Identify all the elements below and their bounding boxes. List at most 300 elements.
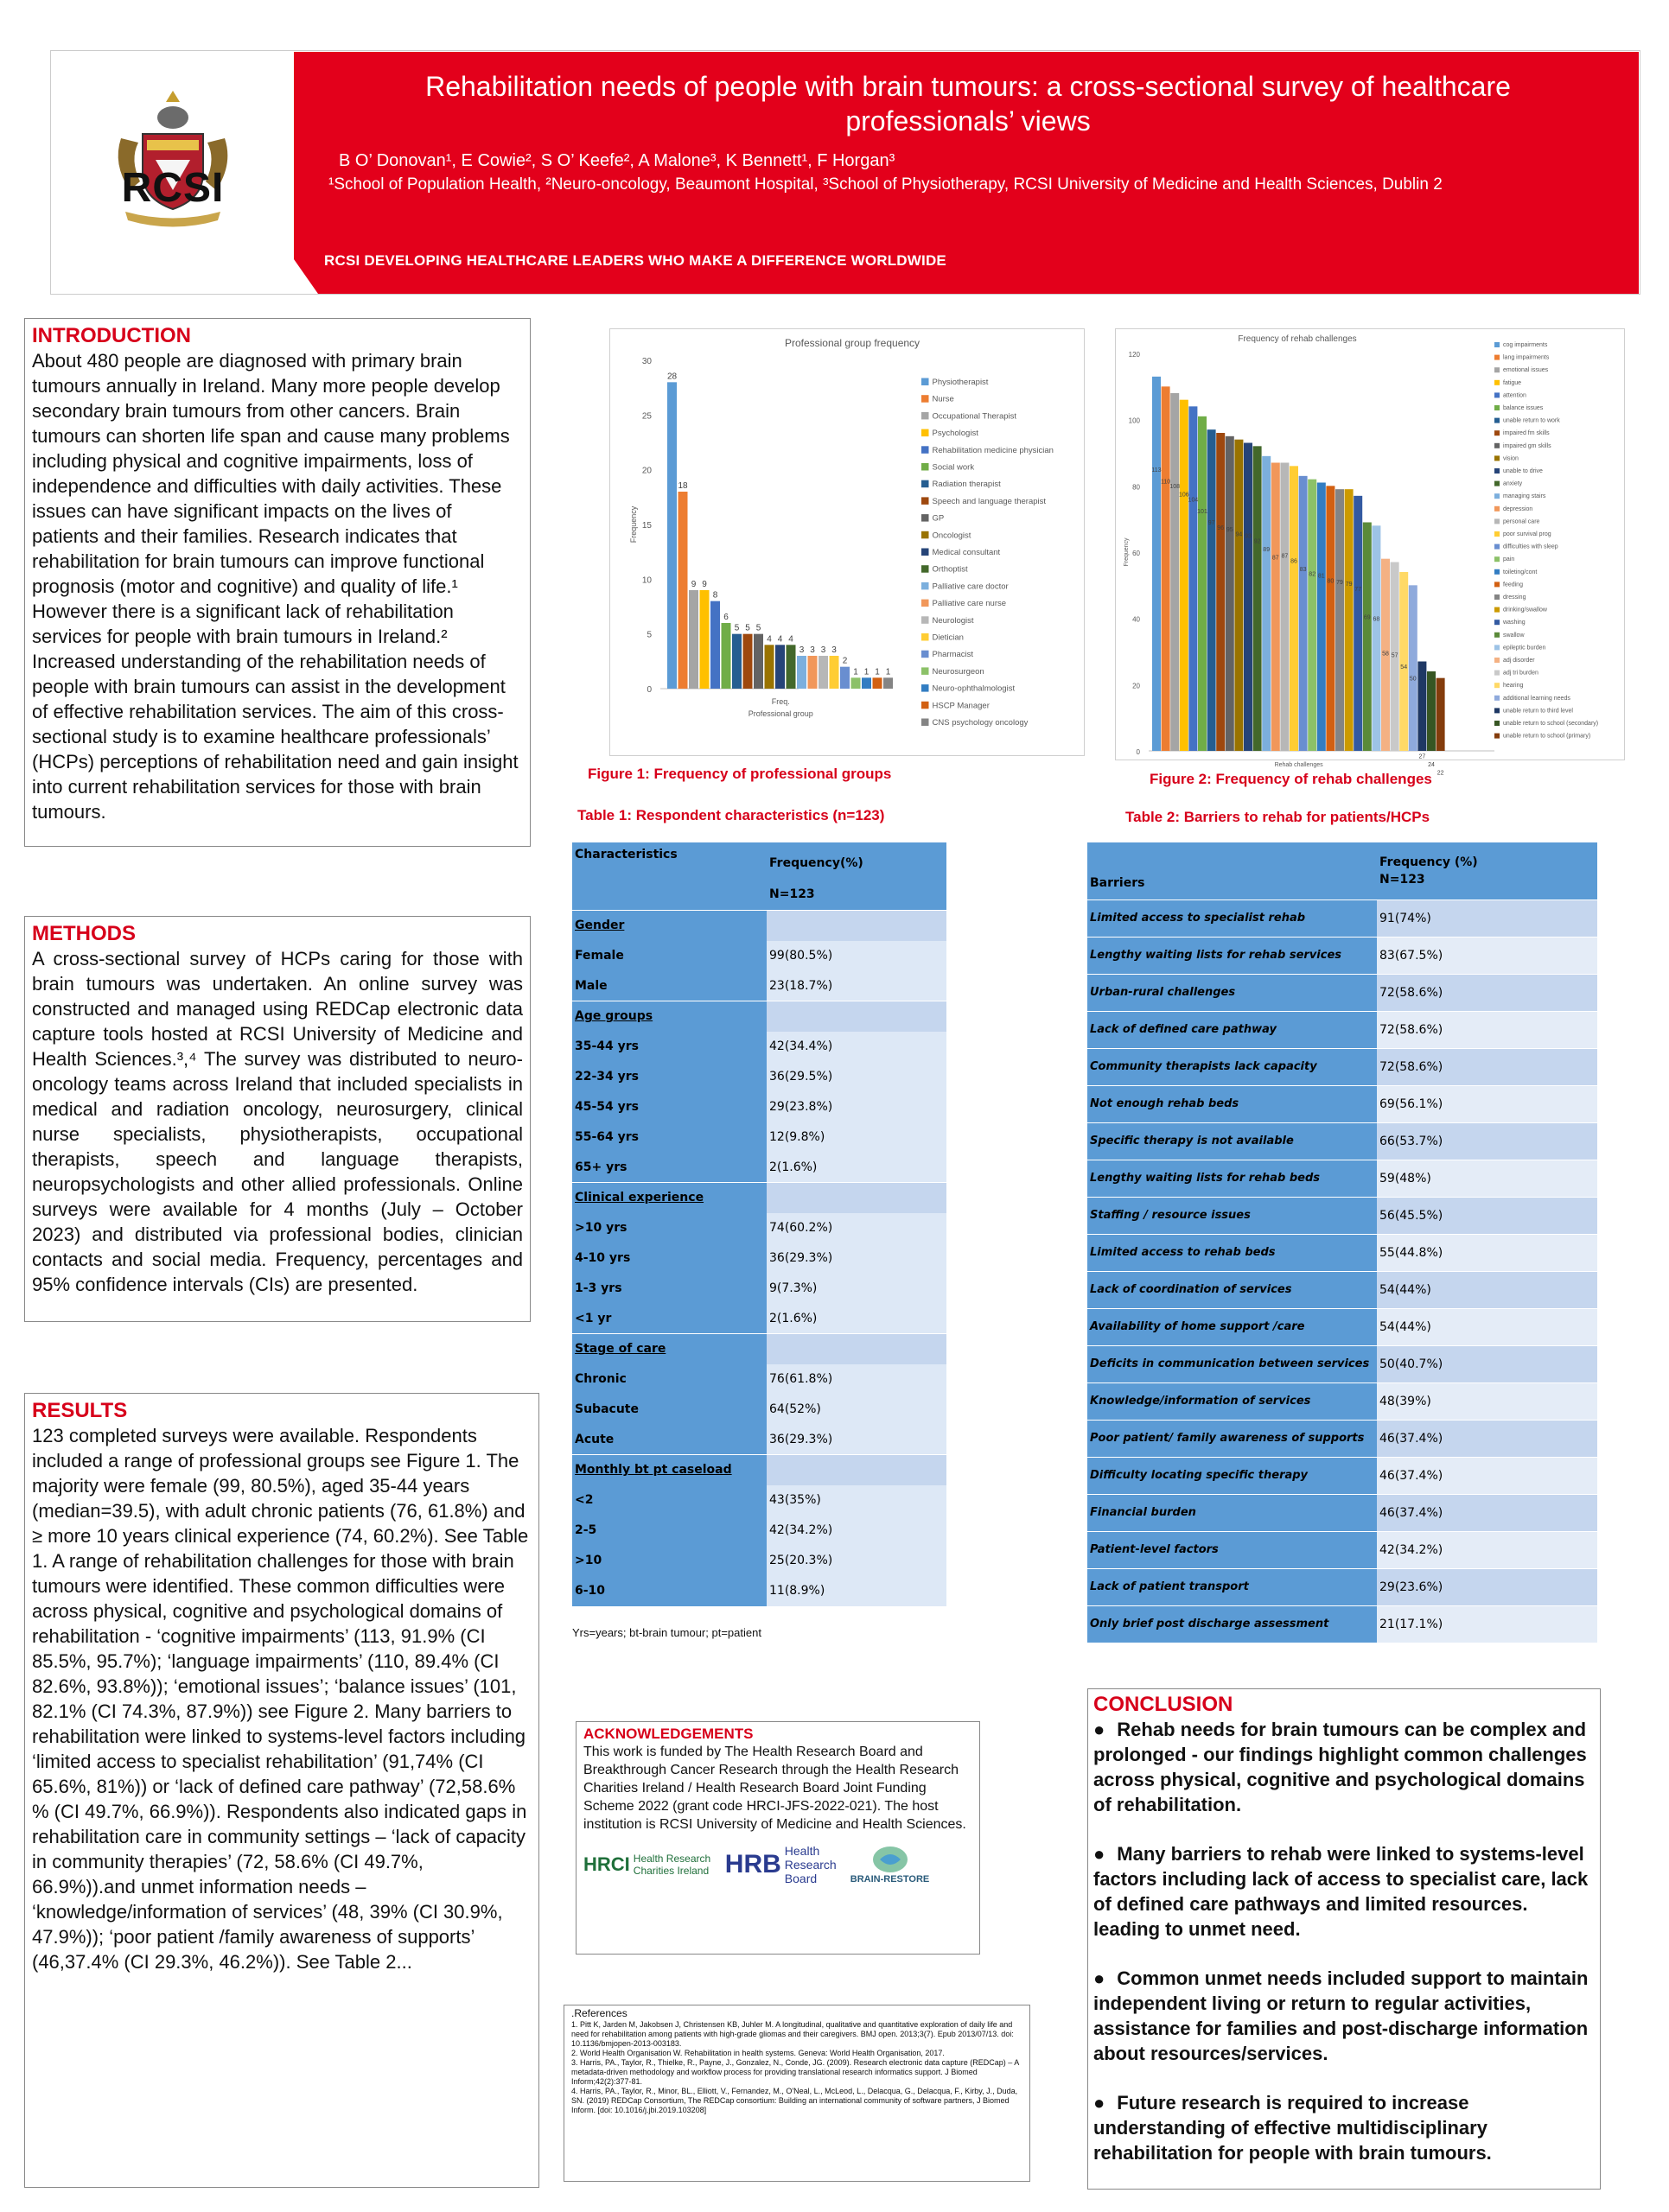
table2-label-cell: Limited access to specialist rehab (1087, 899, 1377, 937)
bar (862, 677, 871, 689)
table1-value-cell: 23(18.7%) (767, 971, 946, 1001)
bar (851, 677, 861, 689)
figure2-caption: Figure 2: Frequency of rehab challenges (1150, 771, 1432, 787)
bar (1335, 489, 1344, 751)
legend-swatch (921, 378, 929, 386)
table1-row (572, 1213, 946, 1243)
legend-swatch (1494, 544, 1500, 550)
data-label: 113 (1151, 467, 1162, 474)
table2-value-cell: 91(74%) (1377, 899, 1597, 937)
legend-swatch (1494, 518, 1500, 524)
y-tick-label: 40 (1132, 615, 1140, 624)
legend-entry: pain (1503, 556, 1515, 563)
bar (1417, 662, 1426, 752)
bar (787, 645, 796, 689)
legend-entry: poor survival prog (1503, 531, 1551, 537)
legend-entry: toileting/cont (1503, 569, 1538, 575)
table1-label-cell: Acute (572, 1425, 767, 1455)
data-label: 2 (842, 656, 848, 666)
table2-header-row (1087, 842, 1597, 899)
hrb-logo (725, 1844, 837, 1885)
legend-entry: difficulties with sleep (1503, 543, 1558, 550)
legend-swatch (1494, 708, 1500, 713)
methods-section (24, 916, 531, 1322)
legend-entry: Orthoptist (932, 564, 968, 575)
data-label: 87 (1281, 553, 1289, 560)
bar (1198, 416, 1207, 751)
legend-entry: impaired fm skills (1503, 430, 1550, 437)
bar (710, 601, 720, 689)
data-label: 4 (767, 634, 772, 645)
legend-entry: GP (932, 513, 945, 524)
table2-row (1087, 1308, 1597, 1345)
data-label: 81 (1317, 573, 1325, 580)
legend-swatch (1494, 531, 1500, 537)
bar (1207, 429, 1216, 751)
references-section (564, 2005, 1030, 2182)
bar (754, 634, 763, 689)
table2-value-cell: 54(44%) (1377, 1308, 1597, 1345)
table2-row (1087, 1197, 1597, 1234)
table1-footnote: Yrs=years; bt-brain tumour; pt=patient (572, 1626, 761, 1639)
bullet-icon: ● (1093, 2092, 1105, 2113)
methods-text: A cross-sectional survey of HCPs caring for those with brain tumours was undertaken. An online survey was constructed and managed using REDCap electronic data capture tools hosted at RCSI University of Medicine and Health Sciences.³,⁴ The survey was distributed to neuro-oncology teams across Ireland that included specialists in medical and radiation oncology, neurosurgery, clinical nurse specialists, physiotherapists, occupational therapists, speech and language therapists, neuropsychologists and other allied professionals. Online surveys were available for 4 months (July – October 2023) and distributed via professional bodies, clinician contacts and social media. Frequency, percentages and 95% confidence intervals (CIs) are presented. (32, 948, 523, 1295)
data-label: 79 (1345, 582, 1353, 588)
data-label: 54 (1400, 664, 1408, 671)
table1-label-cell: <2 (572, 1485, 767, 1516)
data-label: 9 (691, 580, 697, 589)
table2-col2-header (1377, 842, 1597, 899)
table1-label-cell: <1 yr (572, 1304, 767, 1334)
legend-swatch (1494, 683, 1500, 688)
brain-restore-logo (850, 1845, 929, 1885)
hrb-logo-text: Health Research Board (784, 1844, 837, 1885)
data-label: 106 (1178, 492, 1189, 499)
legend-entry: depression (1503, 505, 1533, 512)
table2-label-cell: Limited access to rehab beds (1087, 1234, 1377, 1271)
legend-entry: Medical consultant (932, 548, 1001, 557)
data-label: 5 (734, 623, 740, 633)
table1-row (572, 1062, 946, 1092)
data-label: 97 (1207, 520, 1215, 527)
data-label: 79 (1336, 580, 1343, 587)
x-axis-sublabel: Professional group (748, 709, 813, 718)
table1-value-cell: 36(29.3%) (767, 1425, 946, 1455)
legend-swatch (1494, 696, 1500, 701)
legend-entry: swallow (1503, 632, 1525, 639)
table2-value-cell: 83(67.5%) (1377, 937, 1597, 974)
data-label: 95 (1226, 526, 1233, 533)
legend-entry: attention (1503, 392, 1526, 399)
legend-entry: Palliative care doctor (932, 582, 1009, 592)
table2-value-cell: 46(37.4%) (1377, 1457, 1597, 1494)
table1-label-cell: 22-34 yrs (572, 1062, 767, 1092)
acknowledgements-heading: ACKNOWLEDGEMENTS (583, 1726, 754, 1742)
legend-entry: Rehabilitation medicine physician (932, 445, 1054, 455)
bullet-icon: ● (1093, 1967, 1105, 1989)
legend-swatch (1494, 594, 1500, 600)
table1-label-cell: 55-64 yrs (572, 1122, 767, 1153)
legend-entry: anxiety (1503, 480, 1523, 487)
table2-label-cell: Lack of patient transport (1087, 1568, 1377, 1605)
table2-label-cell: Community therapists lack capacity (1087, 1048, 1377, 1085)
table2-value-cell: 48(39%) (1377, 1382, 1597, 1420)
legend-entry: Neurologist (932, 615, 974, 626)
table2-value-cell: 72(58.6%) (1377, 1048, 1597, 1085)
legend-swatch (921, 719, 929, 727)
table1-label-cell: Female (572, 941, 767, 971)
table1-row (572, 1546, 946, 1576)
table1-label-cell: Stage of care (572, 1334, 767, 1364)
legend-swatch (921, 549, 929, 556)
conclusion-bullet-text: Future research is required to increase understanding of effective multidisciplinary rehabilitation for people with brain tumours. (1093, 2092, 1492, 2164)
legend-entry: Dietician (932, 632, 964, 643)
legend-entry: adj tri burden (1503, 670, 1538, 677)
legend-entry: fatigue (1503, 379, 1522, 386)
legend-swatch (1494, 569, 1500, 575)
table1-value-cell (767, 1001, 946, 1032)
data-label: 1 (863, 667, 870, 677)
y-axis-label: Frequency (1124, 537, 1130, 567)
data-label: 101 (1197, 508, 1207, 515)
author-list: B O’ Donovan¹, E Cowie², S O’ Keefe², A Malone³, K Bennett¹, F Horgan³ (339, 151, 895, 170)
references-heading: .References (571, 2007, 627, 2019)
table1-row (572, 971, 946, 1001)
chart-title: Professional group frequency (784, 337, 920, 349)
bar (883, 677, 893, 689)
table2-label-cell: Patient-level factors (1087, 1531, 1377, 1568)
bar (1234, 440, 1243, 751)
y-tick-label: 20 (641, 466, 652, 476)
data-label: 93 (1245, 533, 1252, 540)
table1-value-cell: 2(1.6%) (767, 1153, 946, 1183)
acknowledgements-text: This work is funded by The Health Research Board and Breakthrough Cancer Research through the Health Research Charities Ireland / Health Research Board Joint Funding Scheme 2022 (grant code HRCI-JFS-2022-021). The host institution is RCSI University of Medicine and Health Sciences. (583, 1745, 966, 1832)
table1-row (572, 1304, 946, 1334)
bar (743, 634, 753, 689)
bar (840, 667, 850, 689)
references-list (571, 2020, 1022, 2115)
table2-label-cell: Availability of home support /care (1087, 1308, 1377, 1345)
data-label: 3 (820, 645, 826, 655)
authors-block (328, 149, 1625, 197)
data-label: 86 (1290, 558, 1297, 565)
table2-row (1087, 1568, 1597, 1605)
table2-label-cell: Lack of defined care pathway (1087, 1011, 1377, 1048)
bar (819, 656, 828, 689)
legend-entry: adj disorder (1503, 658, 1535, 664)
bar (732, 634, 742, 689)
legend-entry: Psychologist (932, 429, 978, 439)
data-label: 89 (1263, 546, 1271, 553)
data-label: 4 (777, 634, 783, 645)
data-label: 1 (875, 667, 880, 677)
y-tick-label: 15 (641, 521, 652, 531)
legend-entry: unable return to work (1503, 417, 1560, 424)
table1-row (572, 1092, 946, 1122)
table2-row (1087, 1234, 1597, 1271)
legend-swatch (921, 651, 929, 658)
bar (775, 645, 785, 689)
conclusion-bullet-text: Many barriers to rehab were linked to systems-level factors including lack of access to specialist care, lack of defined care pathways and limited resources. leading to unmet need. (1093, 1843, 1589, 1940)
table2-value-cell: 29(23.6%) (1377, 1568, 1597, 1605)
bar (1253, 446, 1262, 751)
table1-row (572, 1425, 946, 1455)
table1-row (572, 1395, 946, 1425)
results-heading: RESULTS (32, 1399, 128, 1422)
table2-row (1087, 899, 1597, 937)
data-label: 6 (723, 613, 729, 622)
table1-value-cell: 64(52%) (767, 1395, 946, 1425)
legend-swatch (1494, 506, 1500, 512)
data-label: 108 (1169, 484, 1181, 490)
legend-swatch (1494, 418, 1500, 423)
legend-swatch (921, 412, 929, 420)
data-label: 3 (810, 645, 815, 655)
professional-group-chart (610, 329, 1086, 757)
y-tick-label: 5 (647, 630, 652, 640)
hrb-logo-mark: HRB (724, 1850, 781, 1878)
table2-label-cell: Knowledge/information of services (1087, 1382, 1377, 1420)
legend-swatch (1494, 721, 1500, 726)
table2-value-cell: 56(45.5%) (1377, 1197, 1597, 1234)
table1-label-cell: Male (572, 971, 767, 1001)
table1-row (572, 1576, 946, 1606)
table1-label-cell: Subacute (572, 1395, 767, 1425)
data-label: 18 (678, 481, 688, 491)
legend-entry: Nurse (932, 394, 954, 404)
figure2-chart (1115, 328, 1625, 777)
table1-value-cell: 36(29.5%) (767, 1062, 946, 1092)
table2-value-cell: 54(44%) (1377, 1271, 1597, 1308)
funder-logos (583, 1844, 972, 1885)
table1-label-cell: 35-44 yrs (572, 1032, 767, 1062)
introduction-heading: INTRODUCTION (32, 324, 191, 347)
rcsi-logo-text: RCSI (121, 165, 225, 211)
data-label: 9 (702, 580, 707, 589)
table1-value-cell (767, 1183, 946, 1213)
table2-value-cell: 72(58.6%) (1377, 974, 1597, 1011)
bar (1409, 585, 1417, 751)
legend-swatch (1494, 455, 1500, 461)
chart-title: Frequency of rehab challenges (1238, 334, 1357, 344)
table2-label-cell: Lengthy waiting lists for rehab beds (1087, 1160, 1377, 1197)
data-label: 50 (1409, 676, 1417, 683)
acknowledgements-section (576, 1721, 980, 1955)
conclusion-heading: CONCLUSION (1093, 1693, 1233, 1716)
legend-swatch (921, 480, 929, 488)
bar (1399, 572, 1408, 751)
introduction-section (24, 318, 531, 847)
legend-swatch (1494, 481, 1500, 486)
table2-col2-title: Frequency (%) (1379, 855, 1478, 869)
conclusion-bullet (1093, 1966, 1595, 2066)
bar (1299, 476, 1308, 751)
table2 (1087, 842, 1597, 1643)
legend-swatch (921, 497, 929, 505)
table1-row (572, 1032, 946, 1062)
legend-entry: unable return to third level (1503, 708, 1573, 715)
table1-value-cell: 42(34.2%) (767, 1516, 946, 1546)
y-tick-label: 120 (1128, 351, 1140, 359)
bar (1317, 483, 1326, 752)
legend-swatch (921, 684, 929, 692)
table2-value-cell: 46(37.4%) (1377, 1494, 1597, 1531)
conclusion-bullets (1093, 1717, 1595, 2165)
conclusion-bullet (1093, 2090, 1595, 2165)
rehab-challenges-chart (1116, 329, 1626, 777)
y-tick-label: 25 (641, 411, 652, 422)
bullet-icon: ● (1093, 1843, 1105, 1865)
legend-entry: epileptic burden (1503, 645, 1546, 652)
data-label: 1 (853, 667, 858, 677)
data-label: 58 (1382, 651, 1389, 658)
legend-entry: emotional issues (1503, 367, 1549, 374)
x-axis-label: Freq. (771, 697, 790, 706)
table1-value-cell: 25(20.3%) (767, 1546, 946, 1576)
legend-swatch (1494, 493, 1500, 499)
bar (1427, 671, 1436, 751)
data-label: 104 (1188, 497, 1199, 504)
bar (1244, 443, 1252, 752)
bar (1262, 456, 1271, 751)
table1-label-cell: Chronic (572, 1364, 767, 1395)
legend-swatch (1494, 556, 1500, 562)
table1-row (572, 1122, 946, 1153)
y-tick-label: 80 (1132, 483, 1140, 492)
legend-entry: Occupational Therapist (932, 411, 1017, 422)
legend-entry: Neurosurgeon (932, 666, 984, 677)
table1-label-cell: 6-10 (572, 1576, 767, 1606)
data-label: 96 (1217, 525, 1225, 531)
introduction-text: About 480 people are diagnosed with primary brain tumours annually in Ireland. Many more people develop secondary brain tumours from other cancers. Brain tumours can shorten life span and cause many problems including physical and cognitive impairments, loss of independence and difficulties with daily activities. These issues can have significant impacts on the lives of patients and their families. Research indicates that rehabilitation for brain tumours can improve functional prognosis (motor and cognitive) and quality of life.¹ However there is a significant lack of rehabilitation services for people with brain tumours in Ireland.² Increased understanding of the rehabilitation needs of people with brain tumours can assist in the development of effective rehabilitation services. The aim of this cross-sectional study is to examine healthcare professionals’ (HCPs) perceptions of rehabilitation need and gain insight into current rehabilitation services for those with brain tumours. (32, 350, 519, 823)
bullet-icon: ● (1093, 1719, 1105, 1740)
results-text: 123 completed surveys were available. Respondents included a range of professional groups see Figure 1. The majority were female (99, 80.5%), aged 35-44 years (median=39.5), with adult chronic patients (76, 61.8%) and ≥ more 10 years clinical experience (74, 60.2%). See Table 1. A range of rehabilitation challenges for those with brain tumours were identified. These common difficulties were across physical, cognitive and psychological domains of rehabilitation - ‘cognitive impairments’ (113, 91.9% (CI 85.5%, 95.7%); ‘language impairments’ (110, 89.4% (CI 82.6%, 93.8%)); ‘emotional issues’; ‘balance issues’ (101, 82.1% (CI 74.3%, 87.9%)) see Figure 2. Many barriers to rehabilitation were linked to systems-level factors including ‘limited access to specialist rehabilitation’ (91,74% (CI 65.6%, 81%)) or ‘lack of defined care pathway’ (72,58.6% % (CI 49.7%, 66.9%)). Respondents also indicated gaps in rehabilitation care in community settings – ‘lack of capacity in community therapies’ (72, 58.6% (CI 49.7%, 66.9%)).and unmet information needs – ‘knowledge/information of services’ (48, 39% (CI 30.9%, 47.9%)); ‘poor patient /family awareness of supports’ (46,37.4% (CI 29.3%, 46.2%)). See Table 2... (32, 1425, 529, 1973)
data-label: 68 (1373, 616, 1380, 623)
table1-group-row (572, 1183, 946, 1213)
table2-row (1087, 1122, 1597, 1160)
table1-group-row (572, 1334, 946, 1364)
table1-value-cell: 99(80.5%) (767, 941, 946, 971)
table2-row (1087, 1011, 1597, 1048)
bar (689, 590, 698, 689)
table2-value-cell: 66(53.7%) (1377, 1122, 1597, 1160)
bar (797, 656, 806, 689)
table1-row (572, 1516, 946, 1546)
legend-swatch (921, 395, 929, 403)
table1-group-row (572, 1001, 946, 1032)
bar (1271, 463, 1280, 752)
legend-swatch (1494, 658, 1500, 663)
table2-row (1087, 974, 1597, 1011)
legend-swatch (921, 616, 929, 624)
legend-swatch (1494, 392, 1500, 397)
bar (1170, 393, 1179, 751)
table2-row (1087, 1605, 1597, 1643)
legend-swatch (1494, 380, 1500, 385)
legend-entry: Radiation therapist (932, 480, 1001, 490)
table2-label-cell: Deficits in communication between services (1087, 1345, 1377, 1382)
legend-entry: Pharmacist (932, 650, 974, 660)
legend-swatch (1494, 367, 1500, 372)
data-label: 92 (1253, 538, 1261, 545)
legend-entry: Social work (932, 462, 975, 473)
bar (1180, 400, 1188, 751)
data-label: 57 (1391, 652, 1398, 659)
table2-row (1087, 1085, 1597, 1122)
data-label: 110 (1161, 479, 1171, 486)
data-label: 5 (745, 623, 750, 633)
x-axis-label: Rehab challenges (1274, 762, 1323, 768)
data-label: 82 (1309, 571, 1316, 578)
reference-item: 2. World Health Organisation W. Rehabilitation in health systems. Geneva: World Health Organisation, 2017. (571, 2049, 945, 2057)
bar (873, 677, 882, 689)
conclusion-bullet (1093, 1841, 1595, 1942)
poster-title: Rehabilitation needs of people with brain tumours: a cross-sectional survey of healthcare professionals’ views (425, 71, 1511, 137)
conclusion-bullet-text: Common unmet needs included support to maintain independent living or return to regular activities, assistance for families and post-discharge information about resources/services. (1093, 1967, 1589, 2064)
legend-swatch (921, 514, 929, 522)
y-tick-label: 60 (1132, 550, 1140, 557)
bar (722, 623, 731, 689)
affiliations: ¹School of Population Health, ²Neuro-oncology, Beaumont Hospital, ³School of Physiotherapy, RCSI University of Medicine and Health Sciences, Dublin 2 (328, 175, 1443, 194)
table2-row (1087, 937, 1597, 974)
rcsi-logo (61, 60, 285, 259)
results-section (24, 1393, 539, 2188)
brain-icon (871, 1845, 909, 1874)
reference-item: 4. Harris, PA., Taylor, R., Minor, BL., Elliott, V., Fernandez, M., O'Neal, L., McLeod, L., Delacqua, G., Delacqua, F., Kirby, J., Duda, SN. (2019) REDCap Consortium, The REDCap consortium: Building an international community of software partners, J Biomed Inform. [doi: 10.1016/j.jbi.2019.103208] (571, 2087, 1018, 2114)
table1-col2-n: N=123 (769, 887, 815, 901)
bar (1280, 463, 1289, 752)
table2-row (1087, 1048, 1597, 1085)
legend-entry: vision (1503, 455, 1519, 462)
table2-caption: Table 2: Barriers to rehab for patients/HCPs (1125, 809, 1430, 825)
y-tick-label: 30 (641, 357, 652, 366)
data-label: 24 (1428, 762, 1435, 768)
legend-entry: drinking/swallow (1503, 607, 1547, 613)
legend-swatch (1494, 582, 1500, 587)
table1-label-cell: Age groups (572, 1001, 767, 1032)
table2-label-cell: Financial burden (1087, 1494, 1377, 1531)
legend-swatch (921, 633, 929, 641)
bar (808, 656, 818, 689)
table1-value-cell (767, 1455, 946, 1485)
data-label: 94 (1235, 531, 1243, 538)
legend-swatch (1494, 734, 1500, 739)
y-axis-label: Frequency (629, 505, 638, 543)
table1-value-cell: 43(35%) (767, 1485, 946, 1516)
legend-swatch (1494, 443, 1500, 448)
table2-row (1087, 1160, 1597, 1197)
data-label: 3 (831, 645, 837, 655)
bar (1162, 386, 1170, 751)
methods-heading: METHODS (32, 922, 136, 945)
bar (1226, 436, 1234, 751)
bar (1188, 406, 1197, 751)
data-label: 5 (755, 623, 761, 633)
legend-entry: Neuro-ophthalmologist (932, 683, 1016, 694)
table2-value-cell: 21(17.1%) (1377, 1605, 1597, 1643)
bar (1152, 377, 1161, 751)
table1-value-cell: 74(60.2%) (767, 1213, 946, 1243)
brain-restore-text: BRAIN-RESTORE (850, 1874, 930, 1885)
legend-entry: feeding (1503, 582, 1523, 588)
y-tick-label: 20 (1132, 682, 1140, 690)
table1-group-row (572, 911, 946, 941)
legend-swatch (921, 702, 929, 709)
bar (1436, 678, 1445, 751)
table1-row (572, 1485, 946, 1516)
bar (678, 492, 688, 689)
table1-value-cell: 29(23.8%) (767, 1092, 946, 1122)
